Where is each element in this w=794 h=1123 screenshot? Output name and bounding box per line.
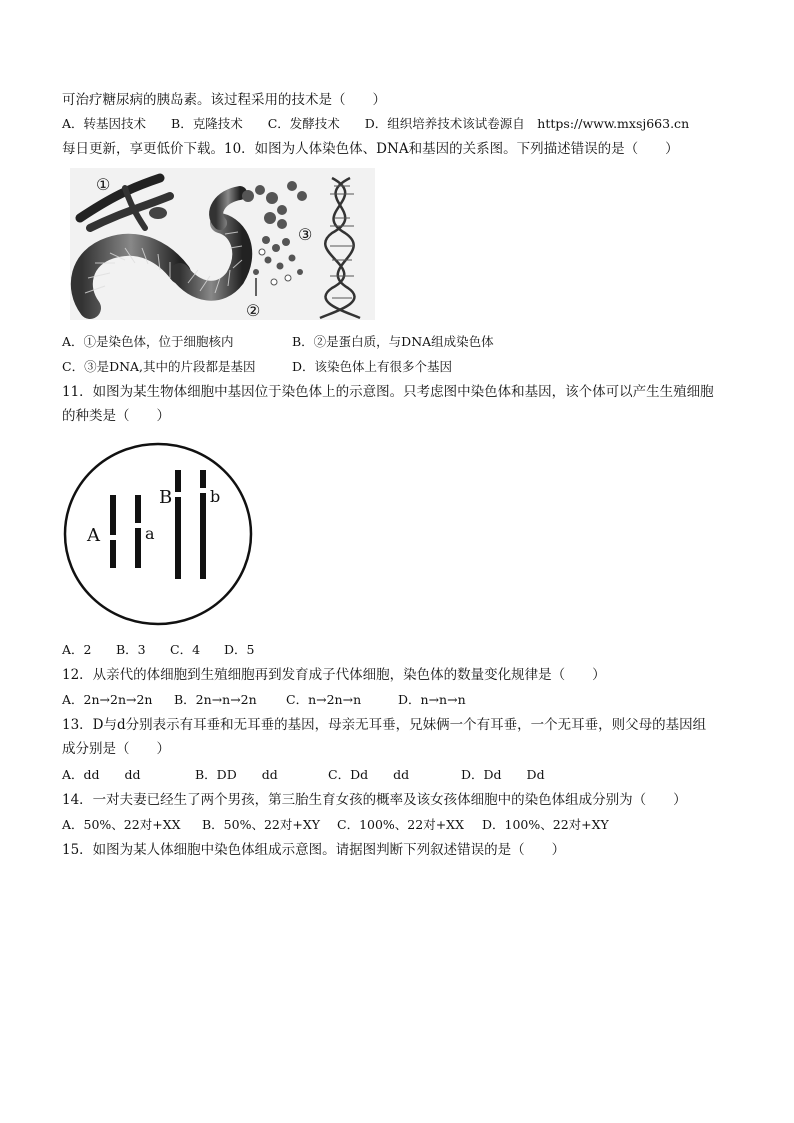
q14-option-c: C．100%、22对+XX	[337, 817, 464, 832]
gene-label-a: a	[145, 524, 155, 543]
q13-option-d: D．Dd Dd	[461, 767, 545, 782]
q14-option-d: D．100%、22对+XY	[482, 817, 609, 832]
q11-stem-line2: 的种类是（ ）	[62, 408, 170, 424]
q9-stem-tail: 可治疗糖尿病的胰岛素。该过程采用的技术是（ ）	[62, 92, 386, 108]
q13-options	[62, 765, 545, 785]
q10-option-a: A．①是染色体，位于细胞核内	[62, 334, 234, 349]
q11-option-d: D．5	[224, 642, 255, 657]
q13-stem-line2: 成分别是（ ）	[62, 741, 170, 757]
gene-label-b: b	[210, 487, 221, 506]
q13-stem-line1: 13．D与d分别表示有耳垂和无耳垂的基因，母亲无耳垂，兄妹俩一个有耳垂，一个无耳垂，则父母的基因组	[62, 717, 707, 733]
label-circle-1: ①	[96, 175, 111, 194]
q10-option-d: D．该染色体上有很多个基因	[292, 359, 453, 374]
q10-options-row2	[62, 357, 452, 377]
q12-options	[62, 690, 466, 710]
q11-option-b: B．3	[116, 642, 146, 657]
chromosome-dna-gene-figure	[70, 168, 375, 320]
q12-option-a: A．2n→2n→2n	[62, 692, 153, 707]
q10-stem: 每日更新，享更低价下载。10．如图为人体染色体、DNA和基因的关系图。下列描述错误的是（ ）	[62, 141, 679, 157]
q11-option-a: A．2	[62, 642, 92, 657]
label-circle-2: ②	[246, 301, 261, 320]
q14-stem: 14．一对夫妻已经生了两个男孩，第三胎生育女孩的概率及该女孩体细胞中的染色体组成分别为（ ）	[62, 792, 687, 808]
label-circle-3: ③	[298, 225, 313, 244]
q9-options: A．转基因技术 B．克隆技术 C．发酵技术 D．组织培养技术该试卷源自 https://www.mxsj663.cn	[62, 116, 690, 131]
q12-option-d: D．n→n→n	[398, 692, 466, 707]
q10-option-b: B．②是蛋白质，与DNA组成染色体	[292, 334, 494, 349]
q12-stem: 12．从亲代的体细胞到生殖细胞再到发育成子代体细胞，染色体的数量变化规律是（ ）	[62, 667, 606, 683]
q11-stem-line1: 11．如图为某生物体细胞中基因位于染色体上的示意图。只考虑图中染色体和基因，该个体可以产生生殖细胞	[62, 384, 714, 400]
gene-label-B: B	[159, 487, 173, 508]
q15-stem: 15．如图为某人体细胞中染色体组成示意图。请据图判断下列叙述错误的是（ ）	[62, 842, 566, 858]
q14-option-a: A．50%、22对+XX	[62, 817, 181, 832]
q12-option-b: B．2n→n→2n	[174, 692, 257, 707]
q11-option-c: C．4	[170, 642, 201, 657]
gene-label-A: A	[87, 525, 100, 546]
q10-option-c: C．③是DNA,其中的片段都是基因	[62, 359, 256, 374]
q13-option-b: B．DD dd	[195, 767, 278, 782]
q14-option-b: B．50%、22对+XY	[202, 817, 320, 832]
q13-option-c: C．Dd dd	[328, 767, 410, 782]
q12-option-c: C．n→2n→n	[286, 692, 362, 707]
q13-option-a: A．dd dd	[62, 767, 141, 782]
cell-chromosome-figure	[60, 438, 260, 630]
q14-options	[62, 815, 609, 835]
q10-options-row1	[62, 332, 494, 352]
q11-options	[62, 640, 254, 660]
